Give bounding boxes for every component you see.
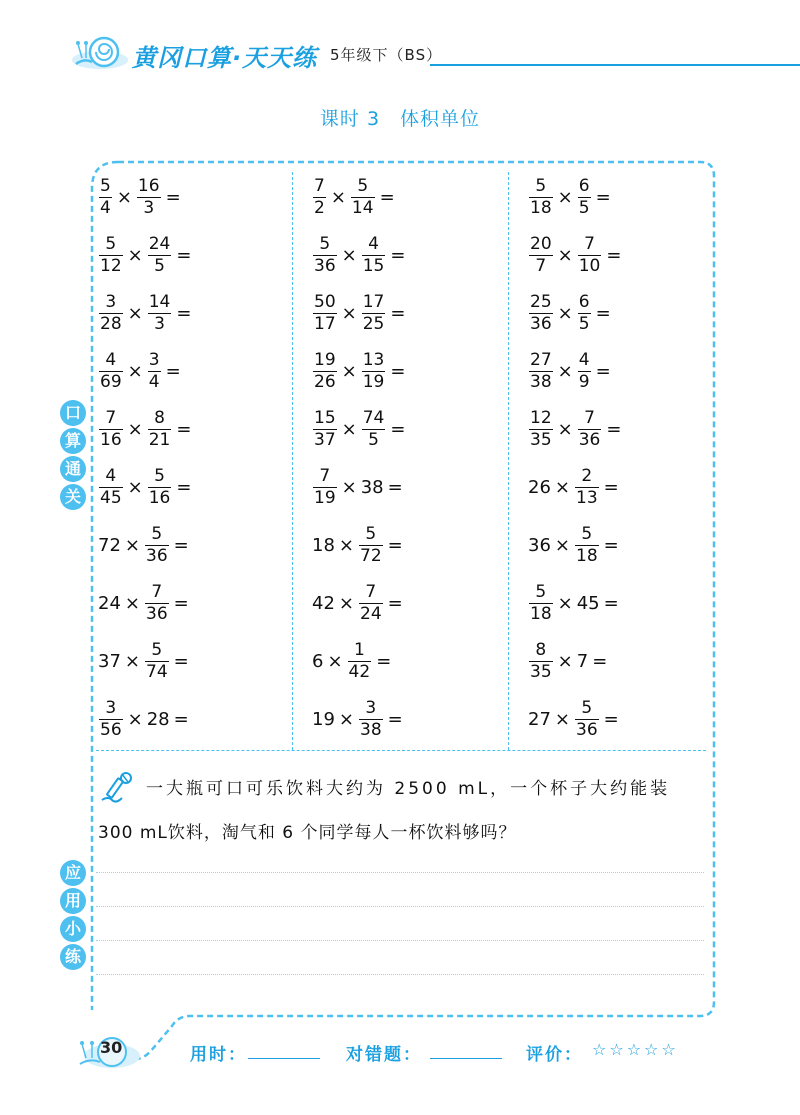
operator: = (595, 360, 611, 382)
section-tag-char: 通 (60, 456, 86, 482)
fraction (359, 697, 383, 740)
section-tag-char: 口 (60, 400, 86, 426)
integer: 19 (312, 708, 335, 730)
operator: × (124, 592, 140, 614)
operator: = (595, 302, 611, 324)
denominator: 14 (351, 197, 374, 218)
denominator: 38 (530, 371, 552, 392)
integer: 18 (312, 534, 335, 556)
operator: = (176, 244, 192, 266)
denominator: 5 (154, 255, 165, 276)
operator: × (557, 592, 573, 614)
operator: × (557, 360, 573, 382)
numerator: 14 (148, 291, 171, 312)
denominator: 28 (100, 313, 122, 334)
denominator: 35 (530, 661, 552, 682)
fraction (148, 407, 172, 450)
denominator: 18 (530, 603, 552, 624)
section-tag-char: 关 (60, 484, 86, 510)
operator: × (557, 650, 573, 672)
numerator: 50 (314, 291, 336, 312)
fraction (578, 291, 591, 334)
numerator: 5 (581, 697, 593, 718)
fraction (313, 233, 337, 276)
fraction (313, 407, 337, 450)
exercise-item[interactable] (312, 400, 409, 458)
denominator: 3 (143, 197, 155, 218)
integer: 6 (312, 650, 324, 672)
denominator: 12 (100, 255, 122, 276)
exercise-item[interactable] (312, 690, 407, 748)
fraction (148, 291, 172, 334)
numerator: 25 (530, 291, 552, 312)
fraction (575, 523, 599, 566)
answer-line[interactable] (96, 872, 704, 873)
denominator: 38 (360, 719, 382, 740)
fraction (99, 233, 123, 276)
numerator: 7 (105, 407, 117, 428)
exercise-item[interactable] (98, 458, 195, 516)
operator: = (173, 650, 189, 672)
answer-line[interactable] (96, 974, 704, 975)
fraction (578, 407, 602, 450)
operator: = (603, 476, 619, 498)
numerator: 3 (148, 349, 160, 370)
numerator: 8 (535, 639, 547, 660)
operator: = (173, 592, 189, 614)
fraction (362, 233, 386, 276)
operator: = (387, 534, 403, 556)
denominator: 16 (148, 487, 171, 508)
denominator: 24 (360, 603, 382, 624)
exercise-item[interactable] (528, 574, 623, 632)
numerator: 3 (105, 291, 117, 312)
denominator: 21 (148, 429, 171, 450)
operator: × (557, 244, 573, 266)
denominator: 10 (578, 255, 601, 276)
operator: = (390, 360, 406, 382)
fraction (529, 291, 553, 334)
integer: 38 (360, 476, 384, 498)
exercise-item[interactable] (98, 226, 195, 284)
operator: × (557, 302, 573, 324)
numerator: 4 (105, 349, 117, 370)
exercise-item[interactable] (528, 284, 615, 342)
denominator: 9 (578, 371, 590, 392)
exercise-item[interactable] (528, 516, 623, 574)
operator: = (592, 650, 608, 672)
operator: × (554, 708, 570, 730)
numerator: 12 (530, 407, 552, 428)
column-divider (508, 172, 509, 750)
numerator: 5 (535, 175, 547, 196)
exercise-item[interactable] (98, 284, 195, 342)
numerator: 19 (314, 349, 336, 370)
operator: × (127, 244, 143, 266)
operator: = (176, 418, 192, 440)
exercise-item[interactable] (98, 516, 193, 574)
numerator: 15 (314, 407, 336, 428)
operator: = (390, 244, 406, 266)
denominator: 45 (100, 487, 122, 508)
denominator: 36 (578, 429, 601, 450)
fraction (351, 175, 375, 218)
exercise-item[interactable] (98, 632, 193, 690)
denominator: 72 (360, 545, 382, 566)
fraction (359, 523, 383, 566)
operator: × (124, 650, 140, 672)
numerator: 5 (581, 523, 593, 544)
fraction (529, 175, 553, 218)
operator: × (127, 360, 143, 382)
denominator: 19 (314, 487, 336, 508)
denominator: 17 (314, 313, 336, 334)
integer: 7 (576, 650, 589, 672)
fraction (362, 291, 386, 334)
numerator: 5 (365, 523, 377, 544)
integer: 36 (528, 534, 551, 556)
operator: × (116, 186, 132, 208)
exercise-item[interactable] (312, 458, 407, 516)
fraction (99, 175, 112, 218)
operator: = (165, 186, 181, 208)
operator: = (165, 360, 181, 382)
operator: = (376, 650, 392, 672)
numerator: 7 (314, 175, 325, 196)
fraction (575, 465, 599, 508)
denominator: 35 (530, 429, 552, 450)
rating-label: 评价： (526, 1045, 583, 1065)
operator: = (379, 186, 395, 208)
integer: 28 (146, 708, 170, 730)
exercise-item[interactable] (98, 690, 193, 748)
denominator: 74 (146, 661, 168, 682)
fraction (578, 175, 591, 218)
operator: = (387, 476, 403, 498)
lesson-title: 课时 3 体积单位 (319, 108, 481, 130)
section-tag-char: 算 (60, 428, 86, 454)
exercise-item[interactable] (98, 168, 185, 226)
numerator: 5 (100, 175, 111, 196)
operator: = (390, 302, 406, 324)
fraction (529, 581, 553, 624)
denominator: 26 (314, 371, 336, 392)
numerator: 5 (105, 233, 117, 254)
numerator: 6 (578, 291, 590, 312)
time-blank[interactable] (248, 1058, 320, 1059)
denominator: 16 (100, 429, 122, 450)
operator: × (341, 360, 357, 382)
operator: = (387, 708, 403, 730)
correct-blank[interactable] (430, 1058, 502, 1059)
numerator: 7 (319, 465, 331, 486)
fraction (575, 697, 599, 740)
section-tag-applied (60, 860, 90, 972)
denominator: 15 (362, 255, 385, 276)
section-tag-char: 用 (60, 888, 86, 914)
denominator: 18 (530, 197, 552, 218)
operator: × (554, 476, 570, 498)
fraction (313, 465, 337, 508)
section-tag-char: 应 (60, 860, 86, 886)
fraction (529, 407, 553, 450)
fraction (529, 233, 553, 276)
numerator: 8 (154, 407, 165, 428)
integer: 26 (528, 476, 551, 498)
operator: × (341, 302, 357, 324)
pencil-icon (98, 770, 138, 806)
fraction (99, 465, 123, 508)
exercise-item[interactable] (528, 632, 611, 690)
denominator: 36 (530, 313, 552, 334)
denominator: 18 (576, 545, 598, 566)
fraction (362, 349, 386, 392)
exercise-item[interactable] (98, 400, 195, 458)
fraction (148, 465, 172, 508)
numerator: 13 (362, 349, 385, 370)
numerator: 3 (105, 697, 117, 718)
integer: 72 (98, 534, 121, 556)
integer: 42 (312, 592, 335, 614)
operator: × (338, 534, 354, 556)
fraction (145, 581, 169, 624)
numerator: 5 (535, 581, 547, 602)
denominator: 4 (100, 197, 111, 218)
fraction (99, 407, 123, 450)
fraction (145, 639, 169, 682)
numerator: 74 (362, 407, 385, 428)
denominator: 7 (535, 255, 547, 276)
integer: 24 (98, 592, 121, 614)
fraction (578, 233, 602, 276)
numerator: 5 (151, 639, 163, 660)
grade-label: 5年级下（BS） (330, 46, 443, 64)
correct-label: 对错题： (346, 1045, 422, 1065)
denominator: 36 (314, 255, 336, 276)
denominator: 19 (362, 371, 385, 392)
fraction (99, 291, 123, 334)
fraction (348, 639, 372, 682)
denominator: 56 (100, 719, 122, 740)
operator: × (327, 650, 343, 672)
numerator: 27 (530, 349, 552, 370)
exercise-item[interactable] (528, 226, 625, 284)
denominator: 42 (348, 661, 371, 682)
operator: × (127, 708, 143, 730)
problem-text-line-2: 300 mL饮料，淘气和 6 个同学每人一杯饮料够吗？ (98, 823, 517, 843)
exercise-item[interactable] (528, 458, 623, 516)
operator: = (173, 708, 189, 730)
exercise-item[interactable] (528, 690, 623, 748)
operator: = (387, 592, 403, 614)
operator: × (127, 418, 143, 440)
numerator: 6 (578, 175, 590, 196)
integer: 27 (528, 708, 551, 730)
operator: = (603, 592, 619, 614)
operator: × (124, 534, 140, 556)
exercise-item[interactable] (312, 516, 407, 574)
numerator: 7 (151, 581, 163, 602)
denominator: 36 (576, 719, 598, 740)
numerator: 5 (154, 465, 165, 486)
denominator: 36 (146, 545, 168, 566)
operator: = (390, 418, 406, 440)
fraction (148, 349, 161, 392)
fraction (99, 697, 123, 740)
operator: × (338, 592, 354, 614)
fraction (145, 523, 169, 566)
numerator: 4 (578, 349, 590, 370)
denominator: 5 (578, 197, 590, 218)
rating-stars[interactable]: ☆☆☆☆☆ (592, 1040, 679, 1059)
column-divider (292, 172, 293, 750)
operator: × (341, 476, 357, 498)
answer-line[interactable] (96, 906, 704, 907)
exercise-item[interactable] (312, 342, 409, 400)
numerator: 3 (365, 697, 377, 718)
operator: = (603, 534, 619, 556)
exercise-item[interactable] (312, 226, 409, 284)
operator: × (341, 244, 357, 266)
exercise-item[interactable] (312, 284, 409, 342)
operator: = (595, 186, 611, 208)
exercise-item[interactable] (98, 342, 185, 400)
operator: × (330, 186, 346, 208)
operator: × (338, 708, 354, 730)
denominator: 37 (314, 429, 336, 450)
exercise-item[interactable] (98, 574, 193, 632)
section-tag-oral (60, 400, 90, 512)
operator: × (127, 302, 143, 324)
operator: = (603, 708, 619, 730)
numerator: 2 (581, 465, 593, 486)
fraction (529, 349, 553, 392)
exercise-item[interactable] (528, 342, 615, 400)
denominator: 69 (100, 371, 122, 392)
numerator: 7 (365, 581, 377, 602)
operator: = (606, 418, 622, 440)
operator: × (557, 418, 573, 440)
fraction (529, 639, 553, 682)
operator: = (176, 302, 192, 324)
exercise-item[interactable] (312, 168, 399, 226)
numerator: 16 (137, 175, 160, 196)
problem-text-line-1: 一大瓶可口可乐饮料大约为 2500 mL，一个杯子大约能装 (146, 779, 671, 799)
operator: × (341, 418, 357, 440)
section-divider (96, 750, 706, 751)
time-label: 用时： (190, 1045, 247, 1065)
section-tag-char: 小 (60, 916, 86, 942)
numerator: 4 (105, 465, 117, 486)
fraction (313, 349, 337, 392)
operator: = (606, 244, 622, 266)
fraction (148, 233, 172, 276)
series-title: 黄冈口算·天天练 (132, 44, 318, 72)
numerator: 7 (584, 233, 595, 254)
operator: × (554, 534, 570, 556)
fraction (578, 349, 591, 392)
numerator: 20 (530, 233, 552, 254)
denominator: 13 (576, 487, 598, 508)
denominator: 5 (368, 429, 379, 450)
operator: = (173, 534, 189, 556)
section-tag-char: 练 (60, 944, 86, 970)
denominator: 36 (146, 603, 168, 624)
exercise-item[interactable] (312, 632, 395, 690)
numerator: 5 (357, 175, 369, 196)
operator: × (127, 476, 143, 498)
operator: = (176, 476, 192, 498)
numerator: 17 (362, 291, 385, 312)
fraction (313, 291, 337, 334)
numerator: 5 (151, 523, 163, 544)
denominator: 5 (578, 313, 590, 334)
numerator: 5 (319, 233, 331, 254)
answer-line[interactable] (96, 940, 704, 941)
exercise-item[interactable] (528, 168, 615, 226)
fraction (137, 175, 161, 218)
denominator: 25 (362, 313, 385, 334)
numerator: 7 (584, 407, 595, 428)
fraction (99, 349, 123, 392)
denominator: 2 (314, 197, 325, 218)
exercise-item[interactable] (528, 400, 625, 458)
integer: 37 (98, 650, 121, 672)
integer: 45 (576, 592, 600, 614)
fraction (359, 581, 383, 624)
denominator: 3 (154, 313, 165, 334)
numerator: 24 (148, 233, 171, 254)
numerator: 1 (353, 639, 365, 660)
denominator: 4 (148, 371, 160, 392)
page-number: 30 (100, 1038, 123, 1057)
numerator: 4 (368, 233, 379, 254)
fraction (362, 407, 386, 450)
exercise-item[interactable] (312, 574, 407, 632)
operator: × (557, 186, 573, 208)
fraction (313, 175, 326, 218)
